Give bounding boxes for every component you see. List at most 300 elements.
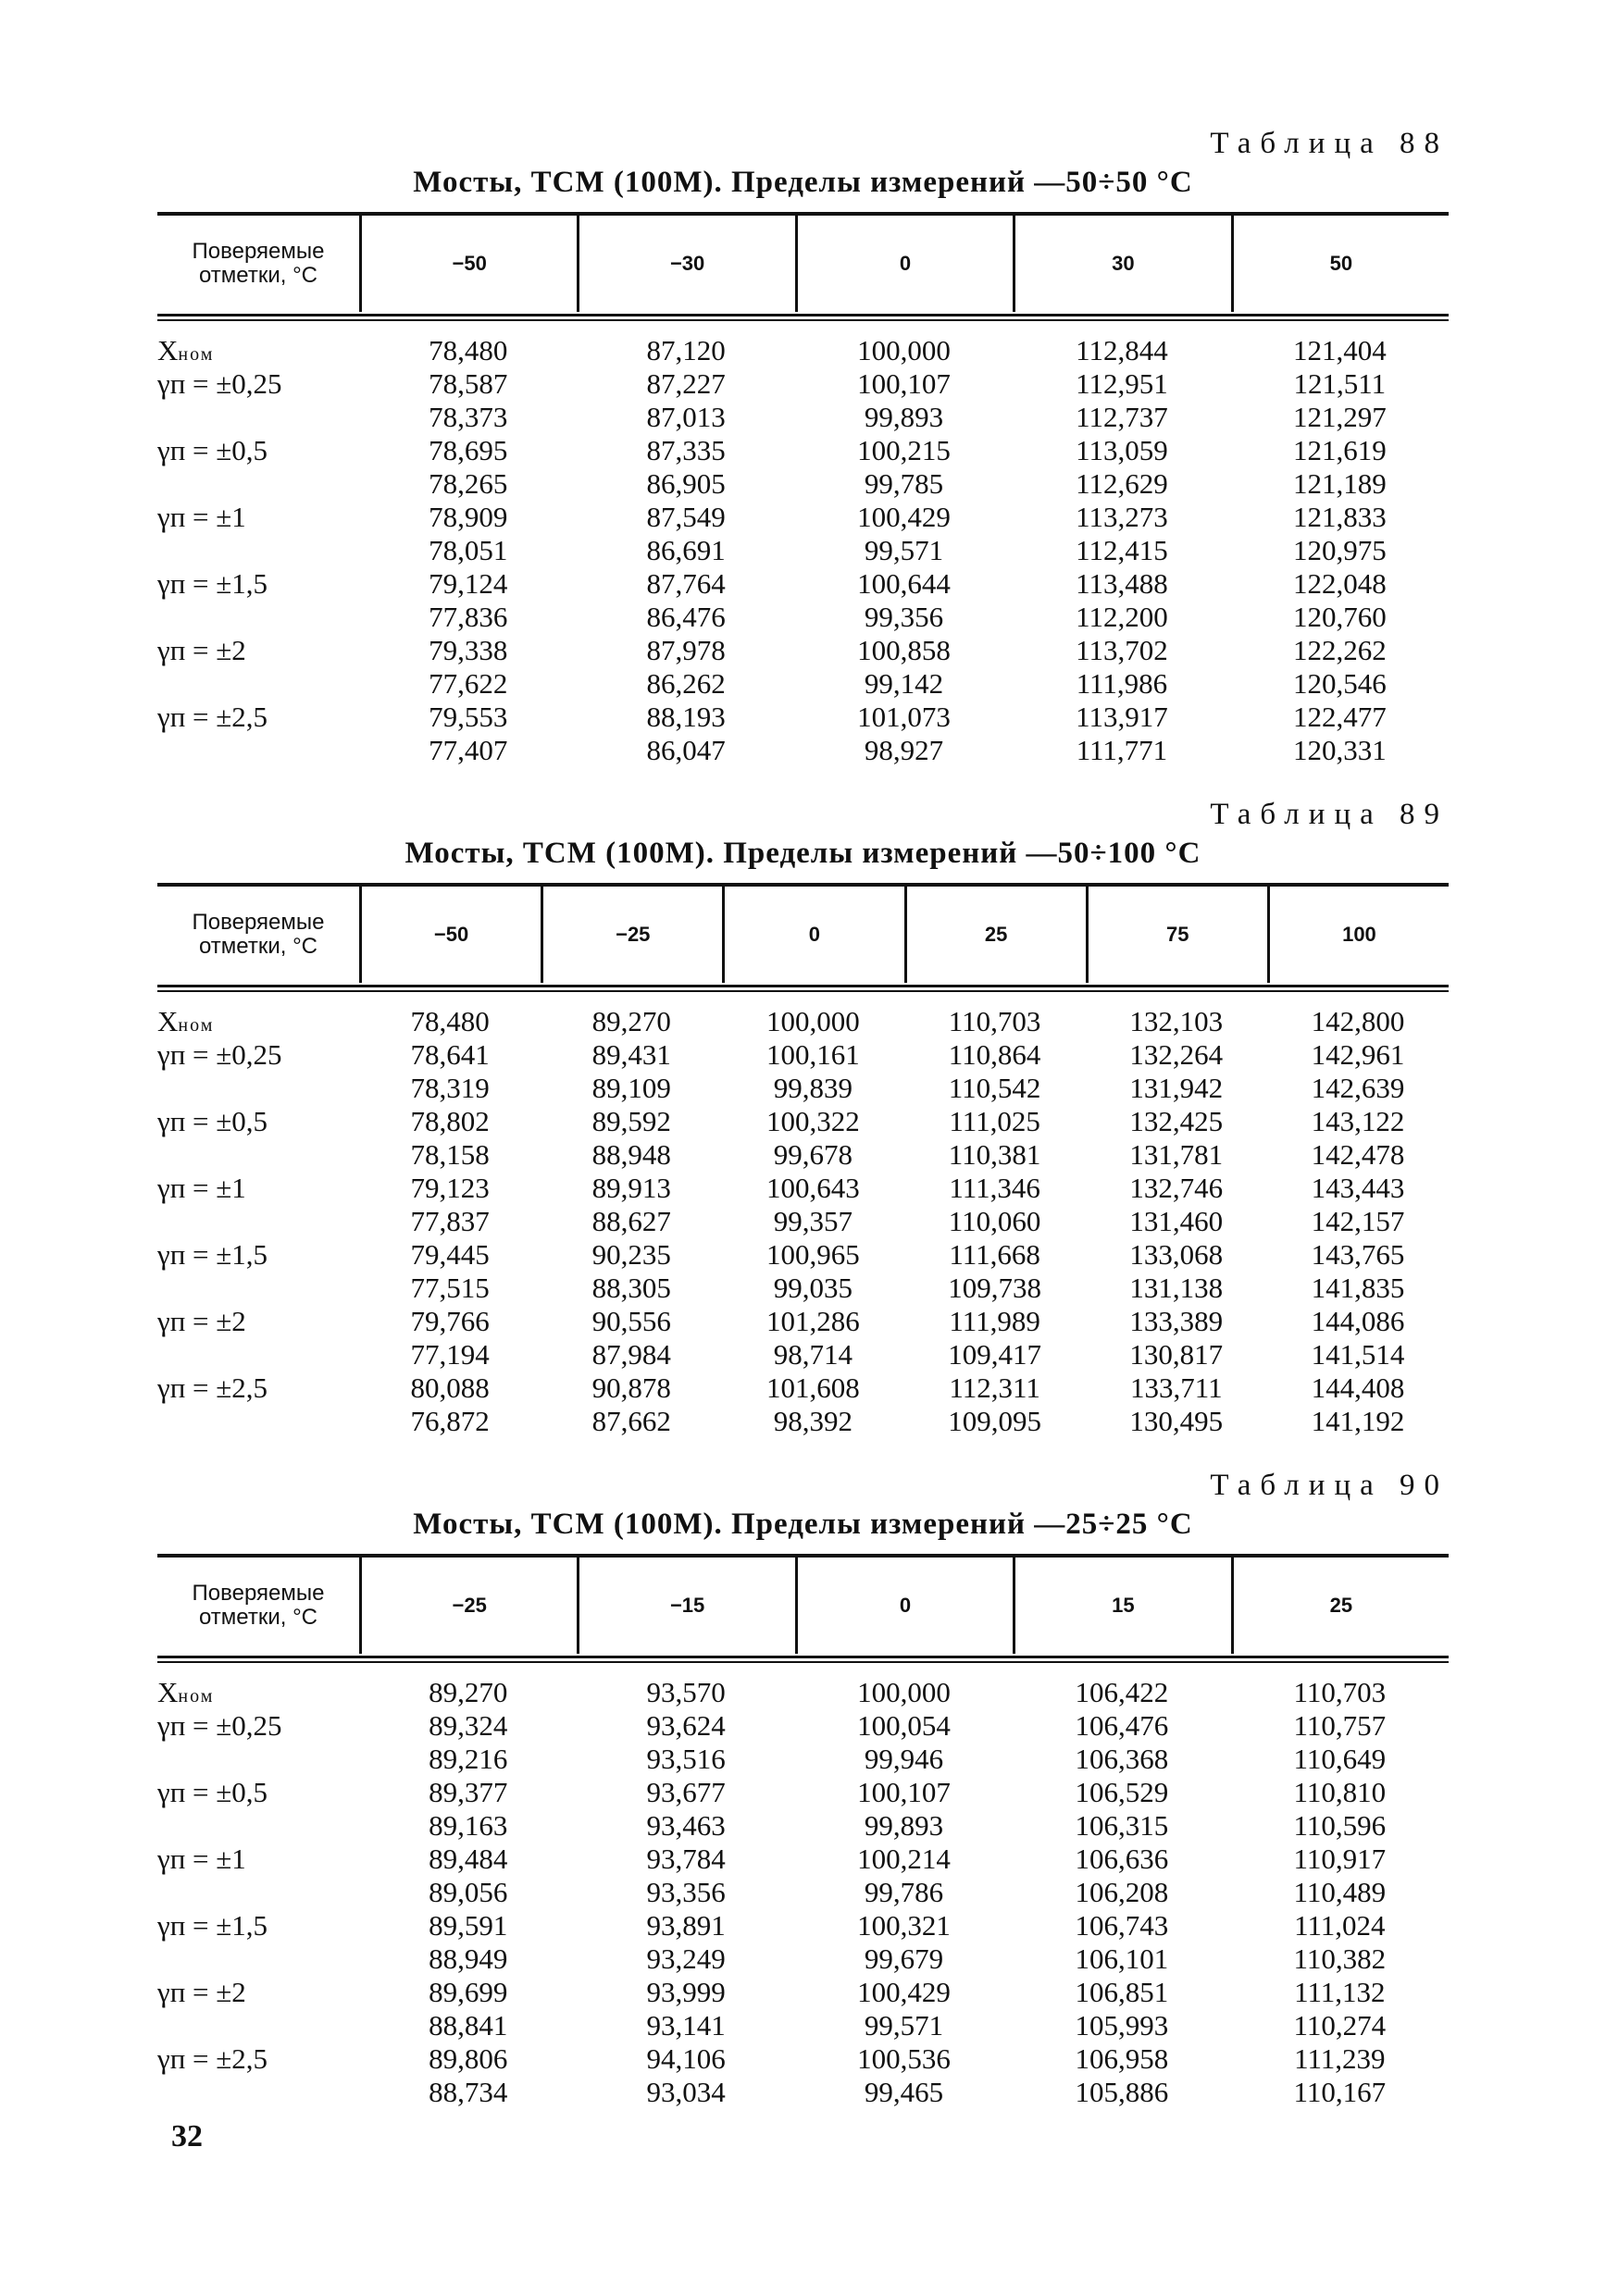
table-cell: 111,771 (1076, 734, 1168, 766)
table-cell: 79,338 (429, 634, 508, 666)
row-label-main: X (157, 1676, 179, 1708)
row-label-main: γп = ±2,5 (157, 2042, 268, 2075)
table-body (157, 1005, 1449, 1438)
table-cell: 121,297 (1292, 401, 1387, 433)
column-header: 15 (1013, 1558, 1230, 1654)
table-cell: 77,837 (410, 1205, 490, 1237)
data-column (904, 1005, 1086, 1438)
row-labels (157, 334, 359, 767)
data-column (577, 1676, 794, 2109)
row-label (157, 367, 359, 434)
data-column (1013, 334, 1230, 767)
table-cell: 77,194 (410, 1338, 490, 1371)
table-cell: 142,157 (1311, 1205, 1405, 1237)
table-number: Таблица 89 (1210, 798, 1449, 831)
table-cell: 132,264 (1129, 1038, 1224, 1071)
table-cell: 78,158 (410, 1138, 490, 1171)
table-cell: 89,109 (591, 1072, 671, 1104)
table-cell: 112,311 (949, 1371, 1040, 1404)
table-cell: 100,644 (857, 567, 951, 600)
table-cell: 113,488 (1076, 567, 1168, 600)
table-cell: 78,587 (429, 367, 508, 400)
row-label-main: γп = ±2,5 (157, 1371, 268, 1404)
table-cell: 133,068 (1129, 1238, 1224, 1271)
row-label (157, 1371, 359, 1438)
table-cell: 100,322 (766, 1105, 860, 1137)
data-column (722, 1005, 903, 1438)
table-cell: 106,476 (1075, 1709, 1169, 1742)
table-cell: 143,443 (1311, 1172, 1405, 1204)
table-cell: 93,999 (646, 1976, 726, 2008)
table-cell: 113,702 (1076, 634, 1168, 666)
table-cell: 89,484 (429, 1843, 508, 1875)
table-cell: 86,047 (646, 734, 726, 766)
table-title: Мосты, ТСМ (100М). Пределы измерений —50÷100 °С (404, 837, 1201, 870)
table-title: Мосты, ТСМ (100М). Пределы измерений —25÷25 °С (413, 1508, 1193, 1541)
table-cell: 112,737 (1076, 401, 1168, 433)
table-cell: 106,315 (1075, 1809, 1169, 1842)
table-cell: 111,668 (949, 1238, 1040, 1271)
table-90 (157, 1467, 1449, 2109)
data-column (1013, 1676, 1230, 2109)
data-column (359, 1676, 577, 2109)
table-cell: 78,802 (410, 1105, 490, 1137)
table-cell: 90,235 (591, 1238, 671, 1271)
table-number: Таблица 88 (1210, 127, 1449, 160)
row-label (157, 1105, 359, 1172)
table-cell: 110,381 (948, 1138, 1041, 1171)
table-cell: 121,404 (1292, 334, 1387, 366)
table-cell: 99,679 (864, 1942, 944, 1975)
table-cell: 93,034 (646, 2076, 726, 2108)
table-cell: 133,389 (1129, 1305, 1224, 1337)
column-header: 25 (904, 887, 1086, 983)
table-cell: 121,189 (1292, 467, 1387, 500)
table-cell: 87,120 (646, 334, 726, 366)
row-label-main: γп = ±0,25 (157, 367, 282, 400)
table-cell: 89,163 (429, 1809, 508, 1842)
table-cell: 90,878 (591, 1371, 671, 1404)
table-cell: 89,592 (591, 1105, 671, 1137)
table-cell: 87,227 (646, 367, 726, 400)
table-cell: 106,422 (1075, 1676, 1169, 1708)
table-cell: 88,193 (646, 701, 726, 733)
table-cell: 110,649 (1293, 1743, 1387, 1775)
row-label-main: γп = ±1 (157, 501, 246, 533)
table-cell: 98,714 (773, 1338, 853, 1371)
row-label (157, 1843, 359, 1909)
table-cell: 110,542 (948, 1072, 1041, 1104)
table-cell: 130,817 (1129, 1338, 1224, 1371)
table-cell: 121,511 (1293, 367, 1387, 400)
table-cell: 86,476 (646, 601, 726, 633)
table-cell: 106,851 (1075, 1976, 1169, 2008)
table-cell: 87,662 (591, 1405, 671, 1437)
table-cell: 111,989 (949, 1305, 1040, 1337)
table-cell: 110,060 (948, 1205, 1041, 1237)
table-cell: 110,703 (1293, 1676, 1387, 1708)
table-cell: 111,025 (949, 1105, 1040, 1137)
table-cell: 101,073 (857, 701, 951, 733)
table-cell: 112,415 (1076, 534, 1168, 566)
table-cell: 78,641 (410, 1038, 490, 1071)
table-cell: 110,864 (948, 1038, 1041, 1071)
row-header (157, 887, 359, 983)
table-cell: 144,086 (1311, 1305, 1405, 1337)
row-label-main: X (157, 334, 179, 366)
table-cell: 141,192 (1311, 1405, 1405, 1437)
table-cell: 110,489 (1293, 1876, 1387, 1908)
row-label (157, 567, 359, 634)
table-cell: 100,321 (857, 1909, 951, 1942)
table-cell: 99,357 (773, 1205, 853, 1237)
column-header: 0 (795, 216, 1013, 312)
row-label (157, 1005, 359, 1038)
row-label-main: X (157, 1005, 179, 1037)
row-label (157, 1909, 359, 1976)
table-cell: 78,480 (410, 1005, 490, 1037)
row-header-line: Поверяемые (192, 239, 325, 264)
table-cell: 110,757 (1293, 1709, 1387, 1742)
data-column (795, 1676, 1013, 2109)
table-cell: 100,965 (766, 1238, 860, 1271)
data-column (795, 334, 1013, 767)
table-cell: 88,841 (429, 2009, 508, 2042)
row-header-line: Поверяемые (192, 1581, 325, 1606)
table-cell: 99,465 (864, 2076, 944, 2108)
table-cell: 89,806 (429, 2042, 508, 2075)
column-header: −15 (577, 1558, 794, 1654)
table-cell: 100,643 (766, 1172, 860, 1204)
row-header-line: отметки, °С (198, 1605, 318, 1630)
data-column (577, 334, 794, 767)
table-cell: 78,319 (410, 1072, 490, 1104)
table-cell: 100,054 (857, 1709, 951, 1742)
table-cell: 120,760 (1292, 601, 1387, 633)
table-cell: 89,270 (591, 1005, 671, 1037)
data-column (1086, 1005, 1267, 1438)
table-cell: 93,784 (646, 1843, 726, 1875)
table-cell: 120,546 (1292, 667, 1387, 700)
table-cell: 89,591 (429, 1909, 508, 1942)
table-cell: 88,734 (429, 2076, 508, 2108)
row-header-line: отметки, °С (198, 934, 318, 959)
table-cell: 88,948 (591, 1138, 671, 1171)
table-cell: 111,239 (1294, 2042, 1386, 2075)
table-88 (157, 125, 1449, 767)
row-label (157, 1776, 359, 1843)
table-cell: 79,123 (410, 1172, 490, 1204)
table-cell: 131,781 (1129, 1138, 1224, 1171)
table-cell: 142,639 (1311, 1072, 1405, 1104)
table-header (157, 883, 1449, 983)
header-rule (157, 985, 1449, 992)
table-cell: 99,893 (864, 401, 944, 433)
table-cell: 105,886 (1075, 2076, 1169, 2108)
table-cell: 101,286 (766, 1305, 860, 1337)
row-header-line: отметки, °С (198, 263, 318, 288)
row-label (157, 1038, 359, 1105)
table-cell: 106,368 (1075, 1743, 1169, 1775)
row-header-line: Поверяемые (192, 910, 325, 935)
table-cell: 89,324 (429, 1709, 508, 1742)
table-cell: 143,122 (1311, 1105, 1405, 1137)
row-label (157, 634, 359, 701)
table-cell: 93,570 (646, 1676, 726, 1708)
table-cell: 112,951 (1076, 367, 1168, 400)
table-cell: 93,463 (646, 1809, 726, 1842)
column-header: 30 (1013, 216, 1230, 312)
table-cell: 99,839 (773, 1072, 853, 1104)
table-cell: 122,477 (1292, 701, 1387, 733)
table-cell: 106,101 (1075, 1942, 1169, 1975)
data-column (359, 1005, 541, 1438)
table-cell: 87,549 (646, 501, 726, 533)
table-cell: 109,738 (948, 1272, 1041, 1304)
table-cell: 88,949 (429, 1942, 508, 1975)
header-rule (157, 1656, 1449, 1663)
table-cell: 144,408 (1311, 1371, 1405, 1404)
table-cell: 122,262 (1292, 634, 1387, 666)
table-cell: 142,478 (1311, 1138, 1405, 1171)
table-cell: 131,138 (1129, 1272, 1224, 1304)
table-cell: 78,373 (429, 401, 508, 433)
table-cell: 79,124 (429, 567, 508, 600)
table-cell: 100,107 (857, 1776, 951, 1808)
row-label (157, 2042, 359, 2109)
table-cell: 142,961 (1311, 1038, 1405, 1071)
row-label (157, 701, 359, 767)
table-cell: 87,335 (646, 434, 726, 466)
table-cell: 113,059 (1076, 434, 1168, 466)
row-label-main: γп = ±2 (157, 1305, 246, 1337)
table-cell: 142,800 (1311, 1005, 1405, 1037)
table-cell: 111,346 (949, 1172, 1040, 1204)
column-header: −25 (359, 1558, 577, 1654)
table-cell: 143,765 (1311, 1238, 1405, 1271)
row-label-main: γп = ±2,5 (157, 701, 268, 733)
table-cell: 93,677 (646, 1776, 726, 1808)
table-cell: 79,766 (410, 1305, 490, 1337)
table-cell: 88,627 (591, 1205, 671, 1237)
table-cell: 99,356 (864, 601, 944, 633)
row-label-main: γп = ±2 (157, 634, 246, 666)
table-cell: 100,858 (857, 634, 951, 666)
row-label-sub: ном (178, 344, 215, 365)
table-cell: 99,678 (773, 1138, 853, 1171)
row-label-main: γп = ±0,25 (157, 1038, 282, 1071)
data-column (1231, 1676, 1449, 2109)
row-label (157, 1676, 359, 1709)
table-cell: 106,958 (1075, 2042, 1169, 2075)
row-label-main: γп = ±2 (157, 1976, 246, 2008)
row-label (157, 434, 359, 501)
table-cell: 87,984 (591, 1338, 671, 1371)
table-cell: 105,993 (1075, 2009, 1169, 2042)
table-cell: 141,514 (1311, 1338, 1405, 1371)
column-header: 75 (1086, 887, 1267, 983)
row-label (157, 334, 359, 367)
row-label-sub: ном (178, 1015, 215, 1036)
table-cell: 89,377 (429, 1776, 508, 1808)
table-cell: 98,927 (864, 734, 944, 766)
column-header: 0 (722, 887, 903, 983)
table-cell: 99,785 (864, 467, 944, 500)
data-column (1231, 334, 1449, 767)
table-cell: 100,000 (857, 1676, 951, 1708)
table-cell: 89,699 (429, 1976, 508, 2008)
table-body (157, 334, 1449, 767)
column-header: 25 (1231, 1558, 1449, 1654)
table-cell: 100,000 (766, 1005, 860, 1037)
table-header (157, 212, 1449, 312)
table-cell: 100,161 (766, 1038, 860, 1071)
row-labels (157, 1676, 359, 2109)
table-cell: 132,425 (1129, 1105, 1224, 1137)
table-cell: 87,764 (646, 567, 726, 600)
row-label-main: γп = ±0,5 (157, 1776, 268, 1808)
header-rule (157, 314, 1449, 321)
data-column (541, 1005, 722, 1438)
row-label (157, 1305, 359, 1371)
row-label (157, 1976, 359, 2042)
table-cell: 101,608 (766, 1371, 860, 1404)
table-cell: 106,208 (1075, 1876, 1169, 1908)
table-cell: 77,407 (429, 734, 508, 766)
table-title: Мосты, ТСМ (100М). Пределы измерений —50÷50 °С (413, 166, 1193, 199)
table-cell: 130,495 (1129, 1405, 1224, 1437)
table-cell: 113,917 (1076, 701, 1168, 733)
table-cell: 110,917 (1293, 1843, 1387, 1875)
row-header (157, 216, 359, 312)
table-cell: 90,556 (591, 1305, 671, 1337)
row-label (157, 1238, 359, 1305)
row-label-main: γп = ±0,5 (157, 1105, 268, 1137)
table-cell: 100,215 (857, 434, 951, 466)
row-labels (157, 1005, 359, 1438)
table-cell: 110,382 (1293, 1942, 1387, 1975)
table-cell: 110,167 (1293, 2076, 1387, 2108)
table-cell: 99,571 (864, 534, 944, 566)
table-cell: 89,270 (429, 1676, 508, 1708)
table-cell: 99,571 (864, 2009, 944, 2042)
table-cell: 78,909 (429, 501, 508, 533)
row-label-main: γп = ±0,25 (157, 1709, 282, 1742)
row-label-main: γп = ±0,5 (157, 434, 268, 466)
table-cell: 111,132 (1294, 1976, 1386, 2008)
row-label (157, 1172, 359, 1238)
table-cell: 93,356 (646, 1876, 726, 1908)
table-cell: 113,273 (1076, 501, 1168, 533)
table-89 (157, 796, 1449, 1438)
table-cell: 100,000 (857, 334, 951, 366)
table-cell: 133,711 (1129, 1371, 1223, 1404)
table-cell: 112,629 (1076, 467, 1168, 500)
table-number: Таблица 90 (1210, 1469, 1449, 1502)
table-cell: 89,056 (429, 1876, 508, 1908)
table-body (157, 1676, 1449, 2109)
table-cell: 100,214 (857, 1843, 951, 1875)
table-cell: 100,429 (857, 501, 951, 533)
table-cell: 77,622 (429, 667, 508, 700)
row-label-main: γп = ±1 (157, 1172, 246, 1204)
column-header: −50 (359, 216, 577, 312)
row-header (157, 1558, 359, 1654)
table-cell: 86,262 (646, 667, 726, 700)
table-cell: 88,305 (591, 1272, 671, 1304)
table-cell: 106,636 (1075, 1843, 1169, 1875)
table-cell: 93,141 (646, 2009, 726, 2042)
column-header: −30 (577, 216, 794, 312)
table-cell: 76,872 (410, 1405, 490, 1437)
table-cell: 94,106 (646, 2042, 726, 2075)
table-cell: 109,095 (948, 1405, 1041, 1437)
row-label-main: γп = ±1 (157, 1843, 246, 1875)
table-cell: 93,624 (646, 1709, 726, 1742)
column-header: 100 (1267, 887, 1449, 983)
table-cell: 99,946 (864, 1743, 944, 1775)
table-cell: 87,013 (646, 401, 726, 433)
data-column (359, 334, 577, 767)
table-cell: 99,142 (864, 667, 944, 700)
table-cell: 86,691 (646, 534, 726, 566)
table-cell: 100,107 (857, 367, 951, 400)
table-cell: 89,913 (591, 1172, 671, 1204)
table-cell: 109,417 (948, 1338, 1041, 1371)
row-label-sub: ном (178, 1686, 215, 1706)
table-cell: 99,786 (864, 1876, 944, 1908)
table-cell: 78,480 (429, 334, 508, 366)
table-cell: 78,051 (429, 534, 508, 566)
table-cell: 141,835 (1311, 1272, 1405, 1304)
table-cell: 106,529 (1075, 1776, 1169, 1808)
row-label-main: γп = ±1,5 (157, 1238, 268, 1271)
table-cell: 121,833 (1292, 501, 1387, 533)
table-cell: 110,810 (1293, 1776, 1387, 1808)
table-cell: 93,516 (646, 1743, 726, 1775)
table-cell: 110,596 (1293, 1809, 1387, 1842)
data-column (1267, 1005, 1449, 1438)
table-cell: 99,035 (773, 1272, 853, 1304)
row-label-main: γп = ±1,5 (157, 1909, 268, 1942)
row-label (157, 1709, 359, 1776)
table-cell: 89,431 (591, 1038, 671, 1071)
column-header: 0 (795, 1558, 1013, 1654)
table-cell: 131,942 (1129, 1072, 1224, 1104)
table-cell: 98,392 (773, 1405, 853, 1437)
table-cell: 78,265 (429, 467, 508, 500)
table-cell: 131,460 (1129, 1205, 1224, 1237)
table-cell: 89,216 (429, 1743, 508, 1775)
table-cell: 79,445 (410, 1238, 490, 1271)
table-cell: 122,048 (1292, 567, 1387, 600)
table-cell: 121,619 (1292, 434, 1387, 466)
table-cell: 110,703 (948, 1005, 1041, 1037)
table-cell: 110,274 (1293, 2009, 1387, 2042)
table-cell: 120,975 (1292, 534, 1387, 566)
table-cell: 100,536 (857, 2042, 951, 2075)
row-label (157, 501, 359, 567)
table-cell: 87,978 (646, 634, 726, 666)
table-cell: 111,024 (1294, 1909, 1386, 1942)
table-cell: 120,331 (1292, 734, 1387, 766)
table-cell: 112,200 (1076, 601, 1168, 633)
table-cell: 93,249 (646, 1942, 726, 1975)
table-cell: 99,893 (864, 1809, 944, 1842)
table-cell: 100,429 (857, 1976, 951, 2008)
table-cell: 78,695 (429, 434, 508, 466)
table-cell: 77,515 (410, 1272, 490, 1304)
